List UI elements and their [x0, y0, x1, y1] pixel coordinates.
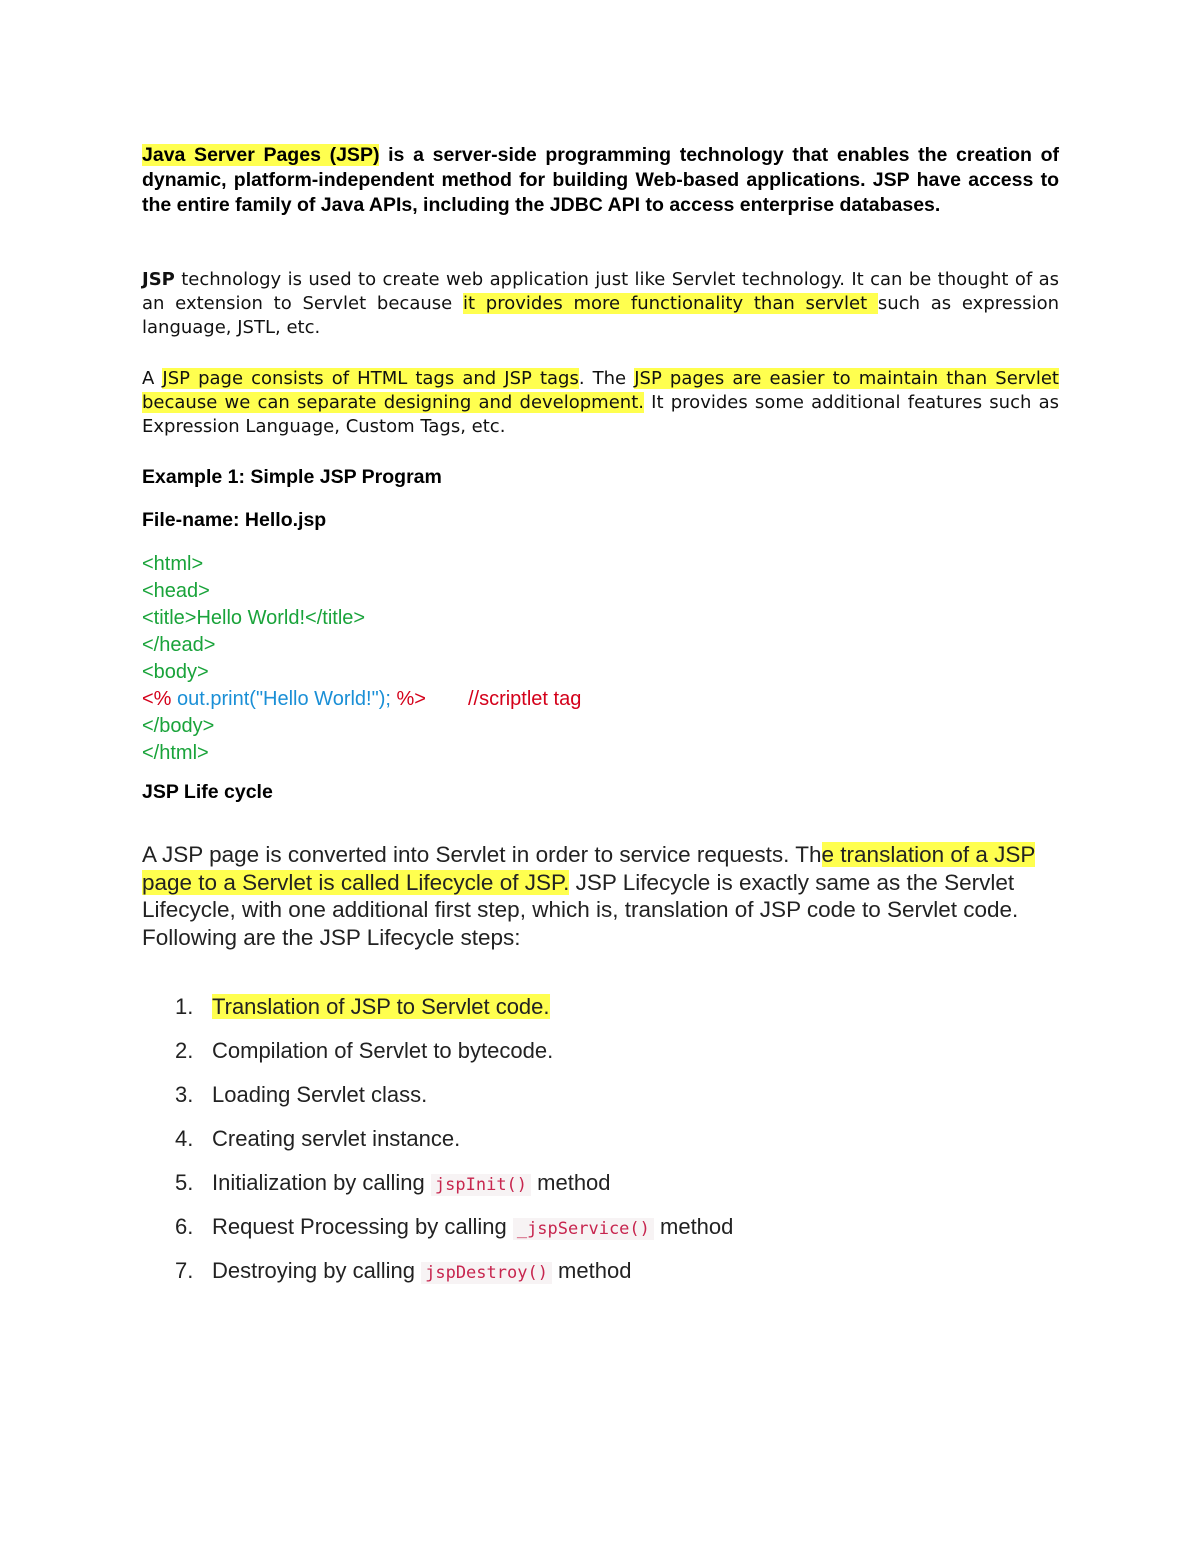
jsp-page-paragraph: [142, 367, 1059, 439]
step-suffix: method: [551, 1258, 632, 1283]
scriptlet-open: <%: [142, 688, 172, 710]
jsp-technology-paragraph: [142, 268, 1059, 340]
code-line: <head>: [142, 580, 210, 602]
para2-text: technology is used to create web application just like Servlet technology. It can be thought of as an extension to Servlet because: [142, 269, 1059, 314]
code-line: <title>Hello World!</title>: [142, 607, 366, 629]
lifecycle-highlight: e translation of a JSP page to a Servlet is called Lifecycle of JSP.: [142, 842, 1036, 895]
step-number: 6.: [175, 1214, 194, 1239]
step-text: Request Processing by calling: [212, 1214, 513, 1239]
list-item: [175, 1254, 733, 1298]
code-line: <html>: [142, 553, 204, 575]
step-number: 4.: [175, 1126, 194, 1151]
para2-tail: such as expression language, JSTL, etc.: [142, 293, 1060, 338]
step-number: 3.: [175, 1082, 194, 1107]
intro-text: is a server-side programming technology that enables the creation of dynamic, platform-independent method for building Web-based applications. JSP have access to the entire family of Java APIs, including the JDBC API to access enterprise databases.: [142, 144, 1059, 216]
jsp-term-highlight: Java Server Pages (JSP): [142, 144, 380, 166]
code-block: [142, 551, 581, 767]
example-heading: Example 1: Simple JSP Program: [142, 466, 442, 488]
file-name-heading: File-name: Hello.jsp: [142, 509, 327, 531]
para3-tail: It provides some additional features such as Expression Language, Custom Tags, etc.: [142, 392, 1059, 437]
method-code: _jspService(): [513, 1218, 654, 1240]
code-line: </head>: [142, 634, 216, 656]
scriptlet-statement: out.print("Hello World!");: [171, 688, 397, 710]
functionality-highlight: it provides more functionality than servlet: [462, 293, 878, 314]
lifecycle-steps-list: [175, 990, 733, 1298]
para3-lead: A: [142, 368, 163, 389]
step-number: 5.: [175, 1170, 194, 1195]
step-suffix: method: [653, 1214, 734, 1239]
lifecycle-paragraph: [142, 841, 1052, 951]
code-line: </html>: [142, 742, 209, 764]
maintain-highlight: JSP pages are easier to maintain than Servlet because we can separate designing and development.: [142, 368, 1059, 413]
step-text: Destroying by calling: [212, 1258, 422, 1283]
list-item: [175, 1034, 733, 1078]
lifecycle-heading: JSP Life cycle: [142, 781, 273, 803]
method-code: jspInit(): [431, 1174, 531, 1196]
list-item: [175, 1078, 733, 1122]
step-text: Compilation of Servlet to bytecode.: [212, 1038, 554, 1063]
step-text: Translation of JSP to Servlet code.: [212, 994, 550, 1019]
jsp-bold: JSP: [142, 269, 175, 290]
list-item: [175, 1122, 733, 1166]
intro-paragraph: [142, 143, 1059, 218]
lifecycle-tail: JSP Lifecycle is exactly same as the Servlet Lifecycle, with one additional first step, which is, translation of JSP code to Servlet code. Following are the JSP Lifecycle steps:: [142, 869, 1019, 950]
list-item: [175, 990, 733, 1034]
step-number: 2.: [175, 1038, 194, 1063]
scriptlet-line: [142, 686, 581, 713]
list-item: [175, 1210, 733, 1254]
jsp-tags-highlight: JSP page consists of HTML tags and JSP tags: [162, 368, 579, 389]
code-line: <body>: [142, 661, 209, 683]
method-code: jspDestroy(): [421, 1262, 552, 1284]
list-item: [175, 1166, 733, 1210]
scriptlet-close: %>: [396, 688, 426, 710]
step-suffix: method: [531, 1170, 611, 1195]
step-text: Initialization by calling: [212, 1170, 431, 1195]
step-number: 1.: [175, 994, 194, 1019]
step-number: 7.: [175, 1258, 194, 1283]
scriptlet-comment: //scriptlet tag: [467, 688, 582, 710]
lifecycle-text: A JSP page is converted into Servlet in order to service requests. Th: [142, 842, 822, 867]
code-line: </body>: [142, 715, 215, 737]
step-text: Loading Servlet class.: [212, 1082, 428, 1107]
para3-mid: . The: [578, 368, 635, 389]
step-text: Creating servlet instance.: [212, 1126, 461, 1151]
